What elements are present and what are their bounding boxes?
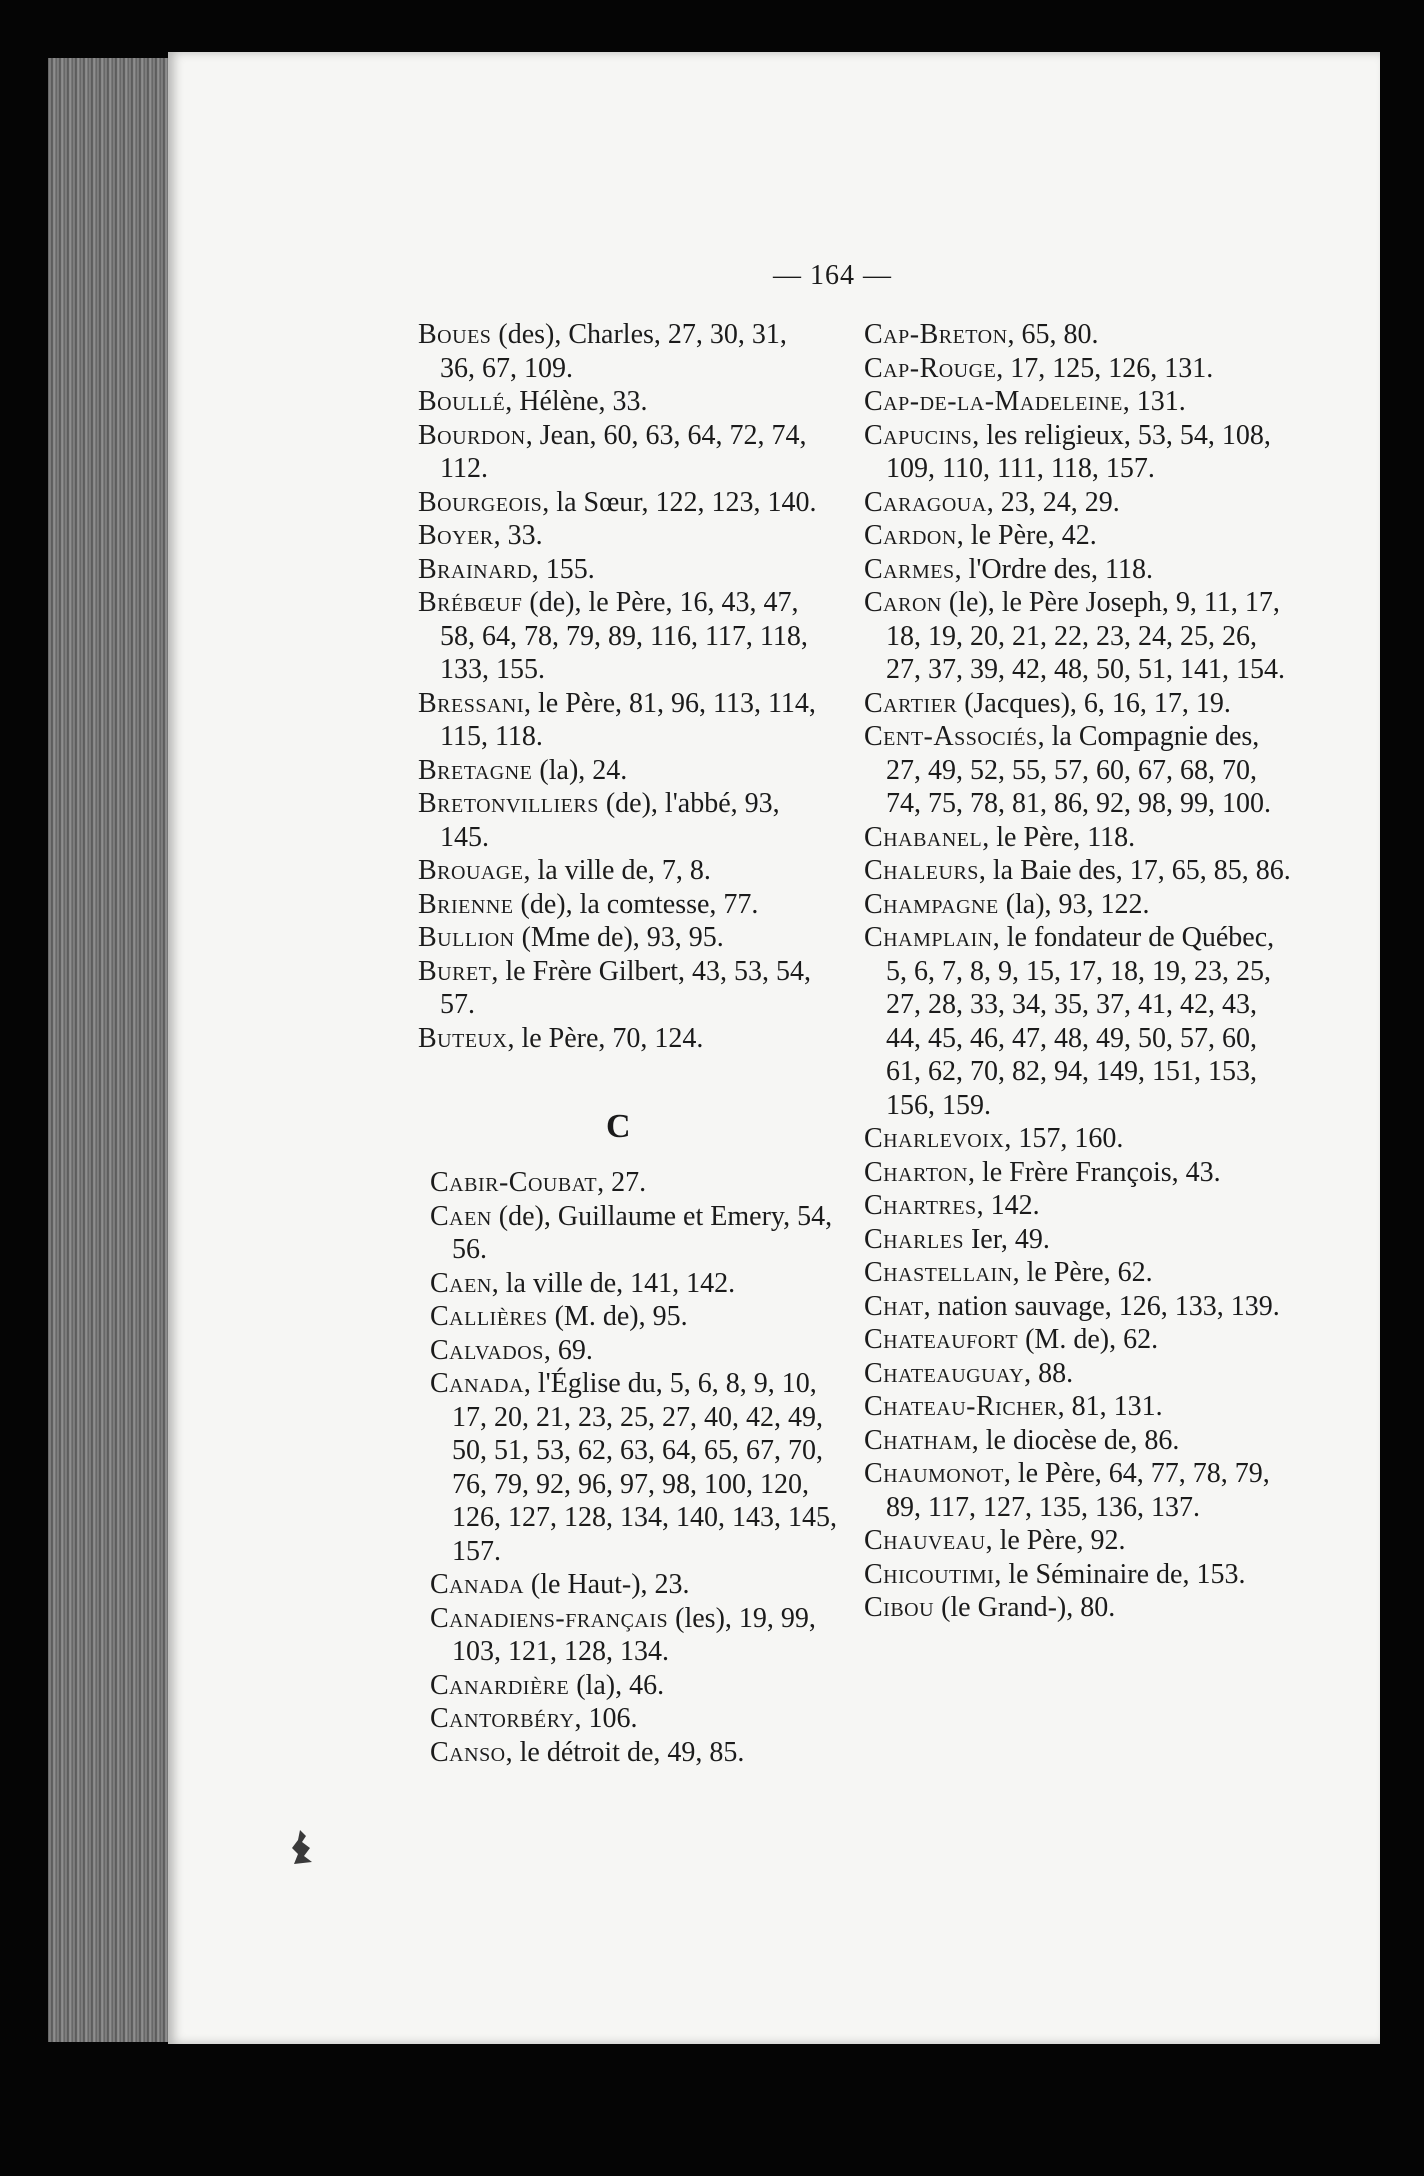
- index-entry-references: , 142.: [976, 1190, 1040, 1221]
- index-entry: [418, 1022, 828, 1056]
- index-entry-heading: Carmes: [864, 553, 955, 585]
- index-entry: [864, 1591, 1296, 1625]
- index-entry: [864, 1524, 1296, 1558]
- index-column-left-b: [418, 318, 828, 1055]
- index-entry-references: (la), 93, 122.: [998, 888, 1150, 920]
- index-entry-references: , le Père, 62.: [1012, 1257, 1153, 1288]
- index-entry: [864, 385, 1296, 419]
- index-entry-references: (le Grand-), 80.: [934, 1592, 1116, 1623]
- index-entry: [864, 687, 1296, 721]
- index-entry-heading: Caen: [430, 1267, 492, 1299]
- index-entry-references: , 106.: [574, 1703, 638, 1734]
- index-entry-references: , 65, 80.: [1007, 319, 1099, 350]
- index-entry-heading: Chateau-Richer: [864, 1391, 1058, 1422]
- index-entry: [864, 888, 1296, 922]
- index-entry-references: , la ville de, 141, 142.: [491, 1267, 736, 1299]
- index-entry-heading: Buret: [418, 955, 492, 987]
- index-entry-heading: Chat: [864, 1290, 924, 1322]
- index-entry-references: , 69.: [543, 1334, 593, 1366]
- index-entry: [430, 1568, 840, 1602]
- index-entry-heading: Buteux: [418, 1022, 508, 1054]
- index-entry-references: (de), l'abbé, 93, 145.: [440, 788, 780, 853]
- index-entry-references: , 23, 24, 29.: [986, 486, 1120, 518]
- index-entry: [418, 385, 828, 419]
- index-entry-heading: Chaleurs: [864, 855, 979, 886]
- index-entry-heading: Brouage: [418, 855, 524, 886]
- index-entry-references: (le Haut-), 23.: [523, 1569, 690, 1600]
- index-entry: [430, 1367, 840, 1568]
- index-entry-references: , la Compagnie des, 27, 49, 52, 55, 57, 60, 67, 68, 70, 74, 75, 78, 81, 86, 92, 98, 99, 100.: [886, 721, 1271, 819]
- index-entry: [864, 352, 1296, 386]
- index-entry: [430, 1702, 840, 1736]
- index-entry-references: , le Père, 64, 77, 78, 79, 89, 117, 127, 135, 136, 137.: [886, 1458, 1270, 1523]
- index-entry-references: , l'Ordre des, 118.: [954, 553, 1153, 585]
- index-entry-references: , 81, 131.: [1057, 1391, 1163, 1422]
- index-entry-heading: Chateauguay: [864, 1357, 1025, 1389]
- index-entry-heading: Boues: [418, 319, 492, 350]
- index-entry: [418, 754, 828, 788]
- index-entry-heading: Bourdon: [418, 419, 526, 451]
- index-entry: [430, 1334, 840, 1368]
- index-entry-references: , le Père, 70, 124.: [507, 1022, 704, 1054]
- index-entry-heading: Caron: [864, 587, 942, 618]
- index-entry-heading: Capucins: [864, 419, 973, 451]
- index-entry: [418, 553, 828, 587]
- index-entry-heading: Chaumonot: [864, 1458, 1004, 1489]
- index-entry-references: (le), le Père Joseph, 9, 11, 17, 18, 19, 20, 21, 22, 23, 24, 25, 26, 27, 37, 39, 42, 48, 50, 51, 141, 154.: [886, 587, 1285, 685]
- index-entry: [864, 1558, 1296, 1592]
- section-letter: C: [606, 1108, 631, 1145]
- index-entry-heading: Cap-de-la-Madeleine: [864, 386, 1123, 417]
- index-entry-heading: Caragoua: [864, 486, 987, 518]
- index-entry: [864, 1390, 1296, 1424]
- index-entry-heading: Chabanel: [864, 821, 983, 853]
- index-entry: [864, 1357, 1296, 1391]
- index-entry-references: (M. de), 62.: [1018, 1324, 1159, 1355]
- index-entry-references: , 157, 160.: [1004, 1123, 1124, 1154]
- index-entry-references: , le diocèse de, 86.: [971, 1424, 1180, 1456]
- index-entry-heading: Chatham: [864, 1424, 972, 1456]
- index-entry-heading: Cardon: [864, 520, 957, 551]
- index-entry-references: , les religieux, 53, 54, 108, 109, 110, 111, 118, 157.: [886, 419, 1271, 484]
- index-entry-heading: Chastellain: [864, 1257, 1013, 1288]
- index-entry-heading: Cent-Associés: [864, 721, 1038, 752]
- index-entry-heading: Cantorbéry: [430, 1703, 575, 1734]
- index-entry: [418, 486, 828, 520]
- index-entry-heading: Chicoutimi: [864, 1558, 995, 1590]
- index-entry-heading: Canada: [430, 1569, 524, 1600]
- index-entry-heading: Canadiens-français: [430, 1602, 669, 1634]
- index-entry-references: (des), Charles, 27, 30, 31, 36, 67, 109.: [440, 319, 787, 384]
- index-entry-references: , 131.: [1122, 386, 1186, 417]
- index-column-right: [864, 318, 1296, 1625]
- index-entry-references: , 33.: [493, 520, 543, 551]
- index-entry: [864, 1189, 1296, 1223]
- index-entry-heading: Bretagne: [418, 754, 533, 786]
- index-entry: [864, 419, 1296, 486]
- index-entry-references: , 88.: [1024, 1357, 1074, 1389]
- index-entry-references: , Hélène, 33.: [505, 386, 648, 417]
- index-entry-heading: Chauveau: [864, 1525, 986, 1556]
- index-entry-heading: Champagne: [864, 888, 999, 920]
- index-entry: [864, 318, 1296, 352]
- index-entry-heading: Brébœuf: [418, 587, 523, 618]
- index-entry-references: , l'Église du, 5, 6, 8, 9, 10, 17, 20, 21, 23, 25, 27, 40, 42, 49, 50, 51, 53, 62, 63, 64, 65, 67, 70, 76, 79, 92, 96, 97, 98, 100, 120, 126, 127, 128, 134, 140, 143, 145, 157.: [452, 1368, 837, 1567]
- index-entry-references: (de), le Père, 16, 43, 47, 58, 64, 78, 79, 89, 116, 117, 118, 133, 155.: [440, 587, 808, 685]
- index-entry-references: Ier, 49.: [963, 1223, 1050, 1255]
- index-entry-heading: Charles: [864, 1223, 964, 1255]
- index-entry: [864, 1156, 1296, 1190]
- index-entry-references: , le Frère Gilbert, 43, 53, 54, 57.: [440, 955, 811, 1020]
- index-entry: [864, 1256, 1296, 1290]
- index-entry-references: , 155.: [531, 553, 595, 585]
- index-entry-references: , Jean, 60, 63, 64, 72, 74, 112.: [440, 419, 807, 484]
- index-entry: [430, 1300, 840, 1334]
- index-entry: [418, 419, 828, 486]
- index-entry-heading: Cabir-Coubat: [430, 1167, 598, 1198]
- index-entry: [418, 519, 828, 553]
- index-entry-references: , la Baie des, 17, 65, 85, 86.: [978, 855, 1291, 886]
- index-entry-heading: Bullion: [418, 922, 515, 953]
- index-entry-heading: Bretonvilliers: [418, 788, 599, 819]
- index-entry-heading: Calvados: [430, 1334, 544, 1366]
- index-entry-references: , le Frère François, 43.: [967, 1156, 1221, 1188]
- library-stamp-mark: [286, 1826, 322, 1866]
- index-entry: [864, 1122, 1296, 1156]
- index-entry: [864, 1323, 1296, 1357]
- index-entry: [430, 1669, 840, 1703]
- index-entry-heading: Cibou: [864, 1592, 935, 1623]
- book-page-edges: [48, 58, 174, 2042]
- index-entry-references: , 27.: [597, 1167, 647, 1198]
- index-entry: [430, 1602, 840, 1669]
- index-entry-references: , le Père, 92.: [985, 1525, 1126, 1556]
- index-entry-heading: Boyer: [418, 520, 494, 551]
- index-entry: [418, 787, 828, 854]
- index-entry-references: , 17, 125, 126, 131.: [996, 352, 1214, 384]
- index-entry-heading: Caen: [430, 1200, 492, 1232]
- index-entry-heading: Cap-Rouge: [864, 352, 997, 384]
- index-entry-heading: Cartier: [864, 687, 958, 719]
- index-entry: [864, 854, 1296, 888]
- index-entry-heading: Canardière: [430, 1669, 570, 1701]
- index-entry-heading: Charton: [864, 1156, 968, 1188]
- index-entry: [864, 1457, 1296, 1524]
- index-entry-references: , nation sauvage, 126, 133, 139.: [923, 1290, 1280, 1322]
- index-entry-heading: Bourgeois: [418, 486, 543, 518]
- index-entry-references: , le détroit de, 49, 85.: [505, 1736, 745, 1768]
- index-entry: [864, 486, 1296, 520]
- index-entry: [864, 519, 1296, 553]
- index-entry: [418, 955, 828, 1022]
- index-entry-references: (M. de), 95.: [547, 1301, 688, 1332]
- index-column-left-c: [430, 1166, 840, 1769]
- index-entry-references: (la), 46.: [569, 1669, 665, 1701]
- index-entry-references: (de), la comtesse, 77.: [513, 888, 759, 920]
- index-entry: [430, 1200, 840, 1267]
- index-entry: [430, 1736, 840, 1770]
- index-entry: [418, 586, 828, 687]
- index-entry: [864, 1223, 1296, 1257]
- index-entry: [864, 1424, 1296, 1458]
- index-entry: [864, 921, 1296, 1122]
- index-entry-heading: Chateaufort: [864, 1324, 1019, 1355]
- index-entry: [430, 1166, 840, 1200]
- index-entry-heading: Bressani: [418, 687, 525, 719]
- index-entry: [418, 687, 828, 754]
- index-entry-references: (de), Guillaume et Emery, 54, 56.: [452, 1200, 833, 1265]
- index-entry: [864, 821, 1296, 855]
- index-entry-heading: Brienne: [418, 888, 514, 920]
- index-entry-heading: Callières: [430, 1301, 548, 1332]
- index-entry-references: , le Père, 42.: [956, 520, 1097, 551]
- index-entry: [418, 854, 828, 888]
- index-entry-references: (les), 19, 99, 103, 121, 128, 134.: [452, 1602, 816, 1667]
- index-entry-heading: Canada: [430, 1368, 524, 1399]
- index-entry: [864, 586, 1296, 687]
- index-entry-heading: Canso: [430, 1736, 506, 1768]
- index-entry-references: (Mme de), 93, 95.: [514, 922, 724, 953]
- index-entry-references: (Jacques), 6, 16, 17, 19.: [957, 687, 1231, 719]
- index-entry: [864, 720, 1296, 821]
- index-entry: [418, 888, 828, 922]
- index-entry-heading: Chartres: [864, 1190, 977, 1221]
- index-entry-references: , la Sœur, 122, 123, 140.: [542, 486, 817, 518]
- index-entry-heading: Charlevoix: [864, 1123, 1005, 1154]
- index-entry-heading: Cap-Breton: [864, 319, 1008, 350]
- index-entry-references: , le Père, 118.: [982, 821, 1136, 853]
- index-entry-heading: Boullé: [418, 386, 506, 417]
- index-entry-references: (la), 24.: [532, 754, 628, 786]
- index-entry-references: , le Père, 81, 96, 113, 114, 115, 118.: [440, 687, 816, 752]
- index-entry-heading: Champlain: [864, 922, 993, 953]
- index-entry-references: , le Séminaire de, 153.: [994, 1558, 1246, 1590]
- page-number: — 164 —: [773, 260, 892, 291]
- index-entry-references: , la ville de, 7, 8.: [523, 855, 711, 886]
- index-entry: [864, 553, 1296, 587]
- index-entry: [418, 921, 828, 955]
- index-entry: [430, 1267, 840, 1301]
- index-entry-heading: Brainard: [418, 553, 532, 585]
- index-entry: [418, 318, 828, 385]
- index-entry-references: , le fondateur de Québec, 5, 6, 7, 8, 9, 15, 17, 18, 19, 23, 25, 27, 28, 33, 34, 35, 37, 41, 42, 43, 44, 45, 46, 47, 48, 49, 50, 57, 60, 61, 62, 70, 82, 94, 149, 151, 153, 156, 159.: [886, 922, 1275, 1121]
- index-entry: [864, 1290, 1296, 1324]
